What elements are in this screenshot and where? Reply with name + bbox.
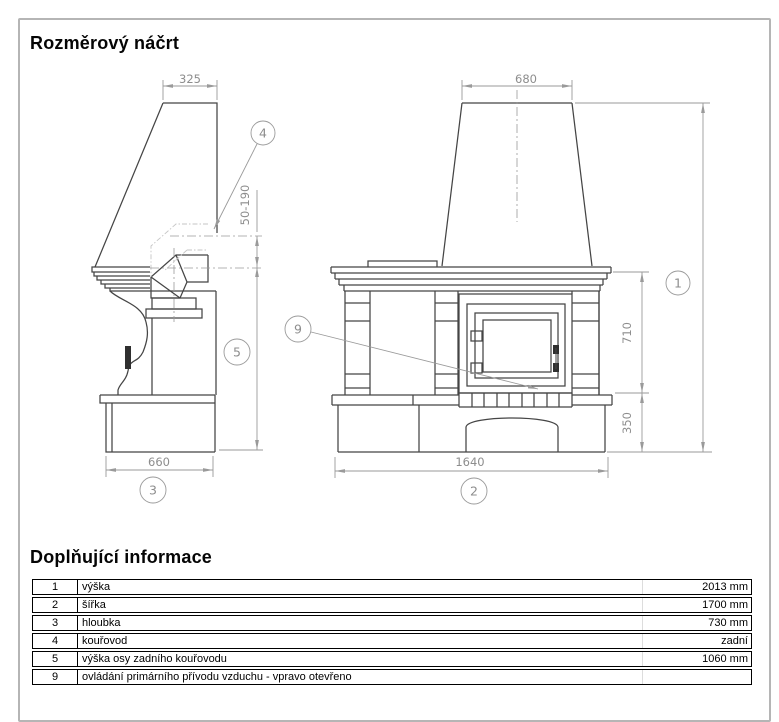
front-view [331, 103, 612, 452]
table-row [32, 597, 752, 613]
door-glass-frame [475, 313, 558, 378]
row-description: výška osy zadního kouřovodu [82, 653, 227, 665]
row-number: 1 [33, 580, 78, 594]
balloon-3-label: 3 [149, 482, 157, 498]
balloon-9-label: 9 [294, 321, 302, 337]
row-number: 4 [33, 634, 78, 648]
door-hinge-top [471, 331, 482, 341]
front-body [345, 291, 599, 395]
row-value: 2013 mm [642, 580, 751, 594]
side-hood [95, 103, 217, 267]
shelf-slab [368, 261, 437, 267]
table-row [32, 579, 752, 595]
dim-680-text: 680 [515, 72, 537, 86]
base-arch [466, 418, 558, 452]
dim-50-190-text: 50-190 [238, 184, 252, 226]
dim-flue-ext [219, 190, 263, 450]
door-frame [467, 304, 565, 386]
row-number: 2 [33, 598, 78, 612]
drawing-section-title: Rozměrový náčrt [30, 33, 180, 53]
row-number: 5 [33, 652, 78, 666]
row-number: 3 [33, 616, 78, 630]
front-mantel-shelf [331, 267, 611, 291]
info-section-title: Doplňující informace [30, 547, 213, 567]
table-row [32, 615, 752, 631]
side-view [92, 103, 217, 452]
balloon-2-label: 2 [470, 483, 478, 499]
row-value: zadní [642, 634, 751, 648]
tile-band [459, 393, 572, 407]
table-row [32, 633, 752, 649]
dim-overall-ext [575, 103, 712, 452]
row-value: 730 mm [642, 616, 751, 630]
row-number: 9 [33, 670, 78, 684]
dim-325-text: 325 [179, 72, 201, 86]
balloon-5-label: 5 [233, 344, 241, 360]
row-value: 1060 mm [642, 652, 751, 666]
dim-350-text: 350 [620, 412, 634, 434]
door-hinge-bottom [471, 363, 482, 373]
row-description: hloubka [82, 617, 121, 629]
info-table [32, 579, 752, 687]
object-lines [92, 103, 612, 452]
dimension-lines [106, 80, 712, 504]
side-base [100, 395, 215, 452]
row-description: ovládání primárního přívodu vzduchu - vpravo otevřeno [82, 671, 352, 683]
table-row [32, 651, 752, 667]
row-description: šířka [82, 599, 106, 611]
firebox-door [459, 294, 572, 393]
side-body-interior [152, 291, 216, 395]
dim-710-text: 710 [620, 322, 634, 344]
balloon-1-label: 1 [674, 275, 682, 291]
table-row [32, 669, 752, 685]
door-glass [483, 320, 551, 372]
row-value [642, 670, 751, 684]
air-control-lever [125, 346, 131, 369]
side-body-profile [110, 291, 147, 395]
row-description: výška [82, 581, 111, 593]
dim-660-text: 660 [148, 455, 170, 469]
balloon-4-label: 4 [259, 125, 267, 141]
front-pillars [345, 291, 599, 395]
row-value: 1700 mm [642, 598, 751, 612]
dim-1640-text: 1640 [455, 455, 485, 469]
row-description: kouřovod [82, 635, 128, 647]
